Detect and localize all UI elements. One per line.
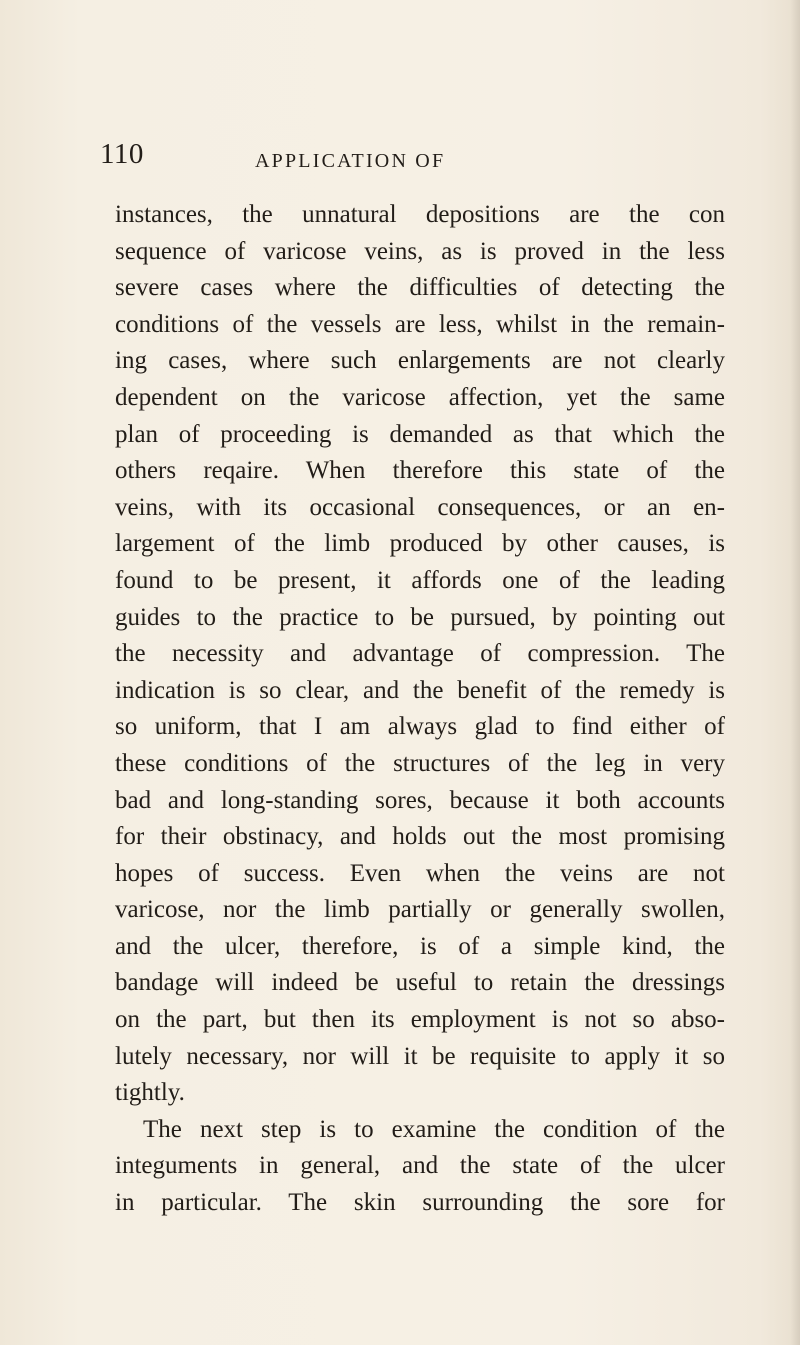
- text-line: varicose, nor the limb partially or generally swollen,: [115, 896, 725, 924]
- text-line: so uniform, that I am always glad to find either of: [115, 713, 725, 741]
- text-line: indication is so clear, and the benefit of the remedy is: [115, 676, 725, 704]
- text-line: guides to the practice to be pursued, by pointing out: [115, 603, 725, 631]
- text-line: bad and long-standing sores, because it both accounts: [115, 786, 725, 814]
- body-text: [115, 197, 725, 1222]
- page-header: [0, 138, 800, 188]
- text-line: severe cases where the difficulties of detecting the: [115, 274, 725, 302]
- running-head: APPLICATION OF: [255, 150, 446, 172]
- text-line: largement of the limb produced by other causes, is: [115, 530, 725, 558]
- text-line: hopes of success. Even when the veins are not: [115, 859, 725, 887]
- page-edge-shadow: [790, 0, 800, 1345]
- text-line: the necessity and advantage of compression. The: [115, 640, 725, 668]
- text-line: for their obstinacy, and holds out the most promising: [115, 823, 725, 851]
- text-line: sequence of varicose veins, as is proved in the less: [115, 237, 725, 265]
- text-line: on the part, but then its employment is not so abso-: [115, 1006, 725, 1034]
- text-line: lutely necessary, nor will it be requisite to apply it so: [115, 1042, 725, 1070]
- text-line: instances, the unnatural depositions are the con: [115, 201, 725, 228]
- text-line: plan of proceeding is demanded as that which the: [115, 420, 725, 448]
- text-line: and the ulcer, therefore, is of a simple kind, the: [115, 932, 725, 960]
- text-line: dependent on the varicose affection, yet the same: [115, 383, 725, 411]
- text-line: others reqaire. When therefore this state of the: [115, 457, 725, 485]
- text-line: veins, with its occasional consequences, or an en-: [115, 493, 725, 521]
- text-line: bandage will indeed be useful to retain the dressings: [115, 969, 725, 997]
- text-line: found to be present, it affords one of the leading: [115, 566, 725, 594]
- page-number: 110: [100, 138, 144, 170]
- text-line: in particular. The skin surrounding the sore for: [115, 1189, 725, 1217]
- text-line: ing cases, where such enlargements are not clearly: [115, 347, 725, 375]
- text-line: these conditions of the structures of the leg in very: [115, 749, 725, 777]
- paragraph-start-line: The next step is to examine the condition of the: [143, 1115, 725, 1143]
- paragraph-end-line: tightly.: [115, 1079, 185, 1107]
- text-line: conditions of the vessels are less, whilst in the remain-: [115, 310, 725, 338]
- text-line: integuments in general, and the state of the ulcer: [115, 1152, 725, 1180]
